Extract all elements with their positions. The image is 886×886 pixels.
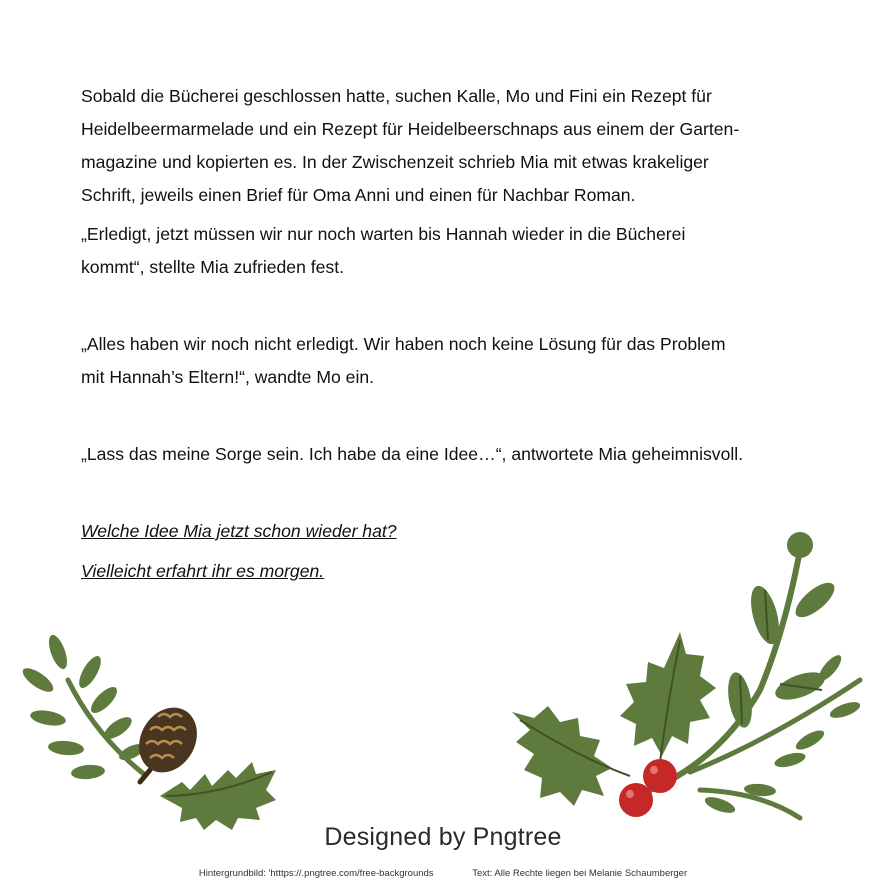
designer-watermark: Designed by Pngtree	[324, 823, 562, 851]
holly-berries-icon	[619, 759, 677, 817]
story-paragraph: „Erledigt, jetzt müssen wir nur noch warten bis Hannah wieder in die Bücherei kommt“, stellte Mia zufrieden fest.	[81, 224, 686, 277]
text-credit: Text: Alle Rechte liegen bei Melanie Schaumberger	[472, 868, 688, 879]
credits-line	[0, 868, 886, 879]
teaser-question: Welche Idee Mia jetzt schon wieder hat?	[81, 521, 397, 541]
holly-leaf-icon	[512, 632, 716, 806]
story-paragraph: „Alles haben wir noch nicht erledigt. Wir haben noch keine Lösung für das Problem mit Hannah’s Eltern!“, wandte Mo ein.	[81, 334, 726, 387]
background-credit: Hintergrundbild: 'htttps://.pngtree.com/free-backgrounds	[198, 868, 434, 879]
story-paragraph: Sobald die Bücherei geschlossen hatte, suchen Kalle, Mo und Fini ein Rezept für Heidelbeermarmelade und ein Rezept für Heidelbeerschnaps aus einem der Garten- magazine und kopierten es. In der Zwischenzeit schrieb Mia mit etwas krakeliger Schrift, jeweils einen Brief für Oma Anni und einen für Nachbar Roman.	[81, 86, 740, 205]
pine-sprig-icon	[19, 633, 147, 781]
story-paragraph: „Lass das meine Sorge sein. Ich habe da eine Idee…“, antwortete Mia geheimnisvoll.	[81, 444, 744, 464]
teaser-hint: Vielleicht erfahrt ihr es morgen.	[81, 561, 325, 581]
holly-leaf-icon	[160, 762, 276, 830]
